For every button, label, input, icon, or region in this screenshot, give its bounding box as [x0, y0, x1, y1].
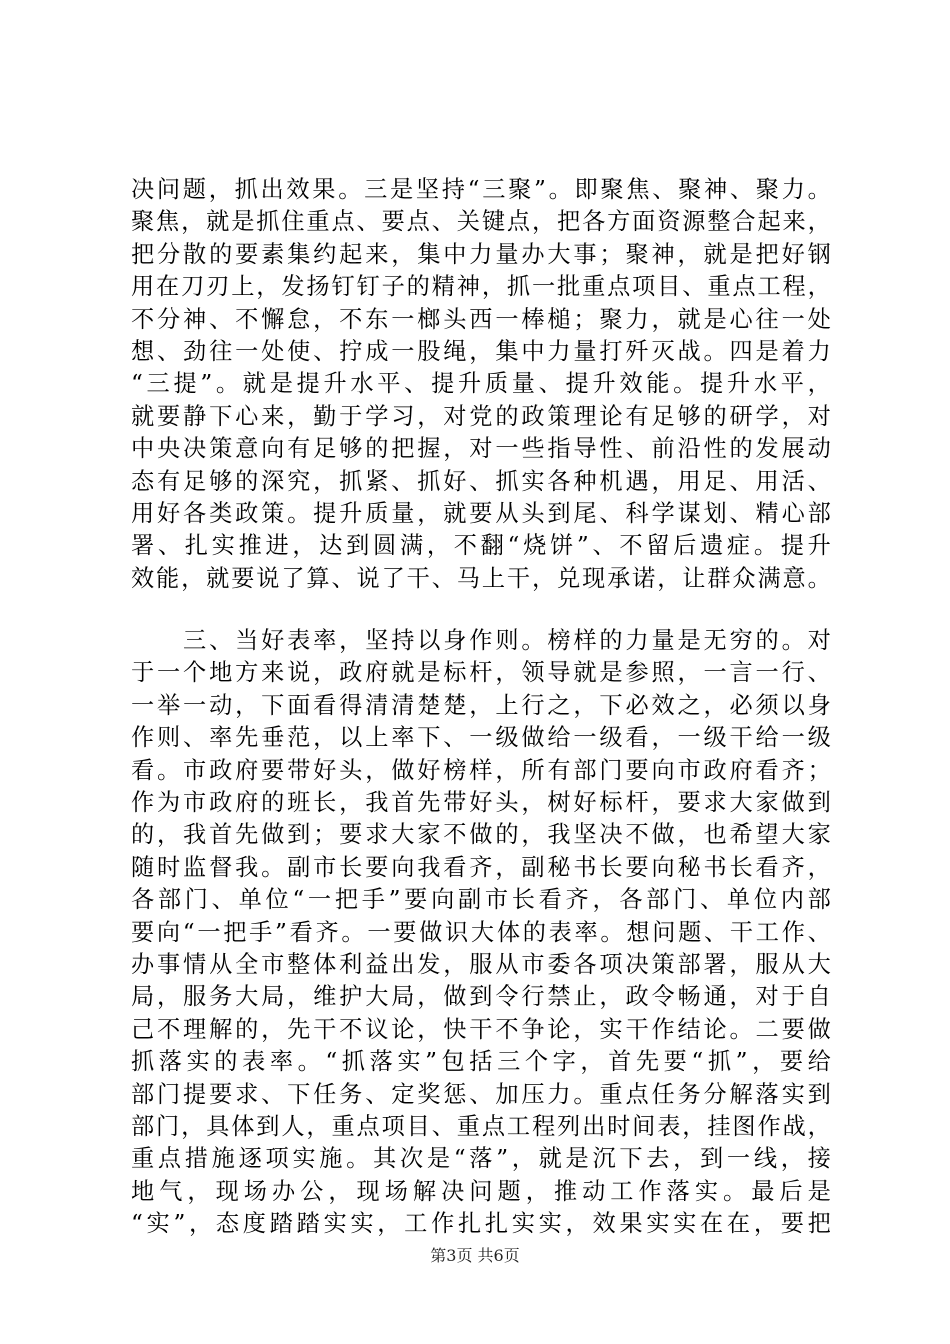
text-line: 就要静下心来，勤于学习，对党的政策理论有足够的研学，对 [131, 402, 831, 430]
text-line: 一举一动，下面看得清清楚楚，上行之，下必效之，必须以身 [131, 691, 831, 719]
document-body [131, 174, 831, 1241]
text-line: 办事情从全市整体利益出发，服从市委各项决策部署，服从大 [131, 950, 831, 978]
text-line: 抓落实的表率。“抓落实”包括三个字，首先要“抓”，要给 [131, 1048, 831, 1076]
text-line: 作为市政府的班长，我首先带好头，树好标杆，要求大家做到 [131, 789, 831, 817]
text-line: 作则、率先垂范，以上率下、一级做给一级看，一级干给一级 [131, 724, 831, 752]
text-line: 用好各类政策。提升质量，就要从头到尾、科学谋划、精心部 [131, 499, 831, 527]
text-line: 决问题，抓出效果。三是坚持“三聚”。即聚焦、聚神、聚力。 [131, 176, 831, 203]
text-line: 的，我首先做到；要求大家不做的，我坚决不做，也希望大家 [131, 821, 831, 849]
text-line: 不分神、不懈怠，不东一榔头西一棒槌；聚力，就是心往一处 [131, 305, 831, 333]
text-line: “实”，态度踏踏实实，工作扎扎实实，效果实实在在，要把 [131, 1210, 831, 1238]
text-line: 部门，具体到人，重点项目、重点工程列出时间表，挂图作战， [131, 1112, 831, 1140]
text-line: 重点措施逐项实施。其次是“落”，就是沉下去，到一线，接 [131, 1145, 831, 1173]
text-line: 地气，现场办公，现场解决问题，推动工作落实。最后是 [131, 1177, 831, 1205]
text-line: “三提”。就是提升水平、提升质量、提升效能。提升水平， [131, 370, 831, 398]
text-line: 中央决策意向有足够的把握，对一些指导性、前沿性的发展动 [131, 435, 831, 463]
paragraph-spacer [131, 595, 831, 625]
page-number-footer: 第3页 共6页 [430, 1246, 520, 1265]
text-line: 己不理解的，先干不议论，快干不争论，实干作结论。二要做 [131, 1015, 831, 1043]
text-line: 三、当好表率，坚持以身作则。榜样的力量是无穷的。对 [131, 627, 831, 655]
text-line: 想、劲往一处使、拧成一股绳，集中力量打歼灭战。四是着力 [131, 337, 831, 365]
text-line: 态有足够的深究，抓紧、抓好、抓实各种机遇，用足、用活、 [131, 467, 831, 495]
text-line: 随时监督我。副市长要向我看齐，副秘书长要向秘书长看齐， [131, 853, 831, 881]
text-line: 局，服务大局，维护大局，做到令行禁止，政令畅通，对于自 [131, 983, 831, 1011]
text-line: 署、扎实推进，达到圆满，不翻“烧饼”、不留后遗症。提升 [131, 532, 831, 560]
text-line: 看。市政府要带好头，做好榜样，所有部门要向市政府看齐； [131, 756, 831, 784]
text-line: 要向“一把手”看齐。一要做识大体的表率。想问题、干工作、 [131, 918, 831, 946]
text-line: 把分散的要素集约起来，集中力量办大事；聚神，就是把好钢 [131, 240, 831, 268]
text-line: 部门提要求、下任务、定奖惩、加压力。重点任务分解落实到 [131, 1080, 831, 1108]
text-line: 效能，就要说了算、说了干、马上干，兑现承诺，让群众满意。 [131, 564, 831, 592]
paragraph-1 [131, 174, 831, 595]
paragraph-2 [131, 625, 831, 1240]
text-line: 用在刀刃上，发扬钉钉子的精神，抓一批重点项目、重点工程， [131, 273, 831, 301]
text-line: 聚焦，就是抓住重点、要点、关键点，把各方面资源整合起来， [131, 208, 831, 236]
text-line: 于一个地方来说，政府就是标杆，领导就是参照，一言一行、 [131, 659, 831, 687]
text-line: 各部门、单位“一把手”要向副市长看齐，各部门、单位内部 [131, 886, 831, 914]
